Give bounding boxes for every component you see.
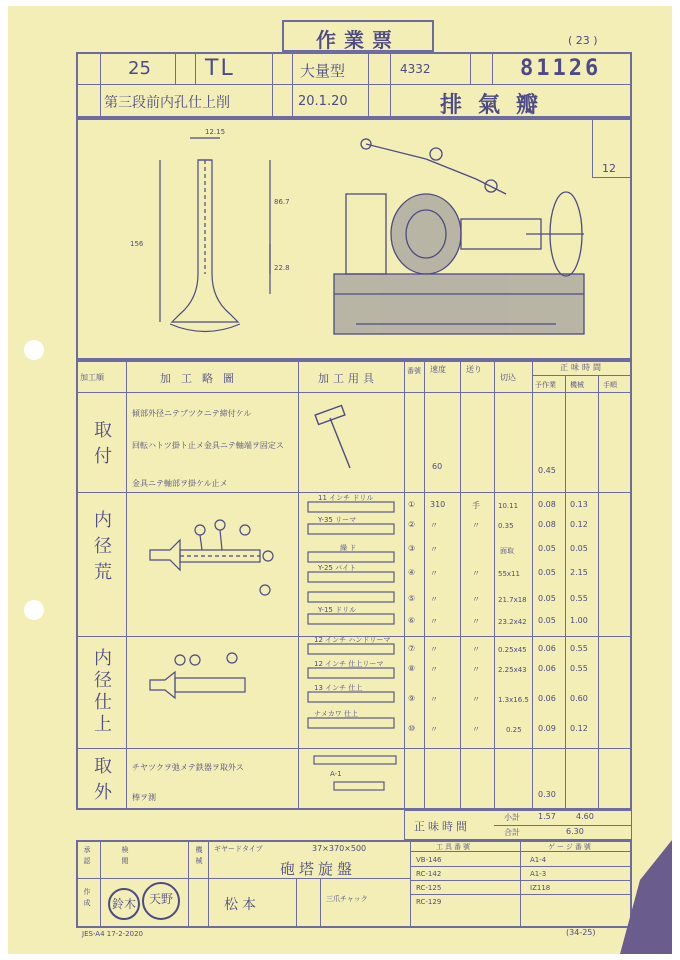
mount-note-2: 回転ハトツ掛ト止メ金具ニテ軸端ヲ固定ス bbox=[132, 441, 284, 450]
row-9-cut: 1.3x16.5 bbox=[498, 696, 529, 704]
bottom-reference: (34-25) bbox=[566, 928, 596, 937]
row-4-prep: 0.05 bbox=[538, 568, 556, 577]
table-col-line bbox=[494, 360, 495, 810]
mount-note-1: 傾部外径ニテブツクニテ締付ケル bbox=[132, 409, 252, 418]
operation-name: 第三段前内孔仕上削 bbox=[104, 95, 230, 111]
row-4-speed: 〃 bbox=[430, 569, 438, 578]
footer-col-line bbox=[410, 840, 411, 928]
row-6-machine: 1.00 bbox=[570, 616, 588, 625]
tool-label-4: Y-25 バイト bbox=[318, 564, 357, 572]
tool-label-5: Y-15 ドリル bbox=[318, 606, 357, 614]
row-7-cut: 0.25x45 bbox=[498, 646, 527, 654]
col-sketch-header: 加工略圖 bbox=[160, 372, 244, 385]
row-9-no: ⑨ bbox=[408, 694, 416, 703]
part-number: 81126 bbox=[520, 56, 602, 81]
row-1-prep: 0.08 bbox=[538, 500, 556, 509]
subtotal-machine: 4.60 bbox=[576, 812, 594, 821]
tool-number-2: RC-142 bbox=[416, 870, 442, 878]
rough-bore-sketch bbox=[140, 510, 280, 620]
stamp-text: 天野 bbox=[148, 892, 173, 906]
row-10-prep: 0.09 bbox=[538, 724, 556, 733]
row-2-cut: 0.35 bbox=[498, 522, 514, 530]
worker-name: 鈴木 bbox=[111, 897, 136, 911]
table-col-line bbox=[598, 375, 599, 810]
row-7-prep: 0.06 bbox=[538, 644, 556, 653]
col-time-header: 正味時間 bbox=[560, 363, 604, 372]
header-col-line bbox=[195, 52, 196, 84]
step-label-finish-bore: 内径仕上 bbox=[91, 648, 112, 736]
row-10-machine: 0.12 bbox=[570, 724, 588, 733]
col-no-header: 番號 bbox=[407, 367, 421, 375]
mount-note-3: 金具ニテ軸部ヲ掛ケル止メ bbox=[132, 479, 228, 488]
machine-name: ギヤードタイプ bbox=[214, 845, 263, 853]
header-divider bbox=[76, 84, 632, 85]
row-3-machine: 0.05 bbox=[570, 544, 588, 553]
row-9-prep: 0.06 bbox=[538, 694, 556, 703]
header-col-line bbox=[100, 52, 101, 118]
tool-number-3: RC-125 bbox=[416, 884, 442, 892]
totals-divider bbox=[494, 825, 632, 826]
col-hand-header: 手順 bbox=[603, 381, 617, 389]
tool-label-9: ナメカワ 仕上 bbox=[314, 710, 358, 718]
gauge-number-header: ゲージ番號 bbox=[548, 843, 593, 851]
header-col-line bbox=[390, 52, 391, 118]
footer-divider bbox=[76, 878, 410, 879]
process-number: 25 bbox=[128, 58, 151, 79]
punch-hole-top bbox=[24, 340, 44, 360]
col-cut-header: 切込 bbox=[500, 373, 516, 382]
step-label-rough-bore: 内径荒 bbox=[91, 510, 112, 588]
row-8-speed: 〃 bbox=[430, 665, 438, 674]
approval-label: 承認 bbox=[83, 846, 91, 868]
tool-label-6: 12 インチ ハンドリーマ bbox=[314, 636, 391, 644]
subtotal-label: 小計 bbox=[504, 813, 520, 822]
tool-number-4: RC-129 bbox=[416, 898, 442, 906]
row-9-feed: 〃 bbox=[472, 695, 480, 704]
col-tools-header: 加工用具 bbox=[318, 372, 378, 385]
row-8-cut: 2.25x43 bbox=[498, 666, 527, 674]
table-header-line bbox=[76, 392, 632, 393]
remove-note-2: 棒ヲ測 bbox=[132, 793, 156, 802]
row-2-no: ② bbox=[408, 520, 416, 529]
gauge-number-2: A1-3 bbox=[530, 870, 547, 878]
row-5-machine: 0.55 bbox=[570, 594, 588, 603]
hammer-sketch bbox=[310, 404, 370, 474]
row-7-machine: 0.55 bbox=[570, 644, 588, 653]
row-4-cut: 55x11 bbox=[498, 570, 520, 578]
row-4-feed: 〃 bbox=[472, 569, 480, 578]
inspection-label: 検閲 bbox=[121, 846, 129, 868]
machine-label: 機械 bbox=[195, 846, 203, 868]
department-code: TL bbox=[205, 56, 235, 81]
row-8-feed: 〃 bbox=[472, 665, 480, 674]
row-5-speed: 〃 bbox=[430, 595, 438, 604]
row-3-prep: 0.05 bbox=[538, 544, 556, 553]
row-6-feed: 〃 bbox=[472, 617, 480, 626]
total-value: 6.30 bbox=[566, 827, 584, 836]
row-1-no: ① bbox=[408, 500, 416, 509]
machine-model: 砲塔旋盤 bbox=[280, 860, 357, 878]
tool-table-row-line bbox=[410, 866, 632, 867]
corner-tab-marker bbox=[620, 840, 672, 954]
machine-type: 大量型 bbox=[300, 62, 346, 80]
work-date: 20.1.20 bbox=[298, 94, 348, 109]
row-7-feed: 〃 bbox=[472, 645, 480, 654]
remove-tool-sketch bbox=[310, 752, 400, 798]
fixture-name: 三爪チャック bbox=[326, 895, 368, 903]
dimension-2: 86.7 bbox=[274, 198, 290, 206]
prepared-label: 作成 bbox=[83, 888, 91, 910]
row-5-cut: 21.7x18 bbox=[498, 596, 527, 604]
side-note: 12 bbox=[602, 162, 616, 175]
table-col-line bbox=[460, 360, 461, 810]
part-name: 排氣瓣 bbox=[440, 92, 555, 118]
valve-part-drawing bbox=[120, 124, 300, 356]
tool-label-3: 繰 ド bbox=[340, 544, 357, 552]
machine-size: 37×370×500 bbox=[312, 844, 367, 853]
row-4-no: ④ bbox=[408, 568, 416, 577]
row-8-machine: 0.55 bbox=[570, 664, 588, 673]
row-6-no: ⑥ bbox=[408, 616, 416, 625]
header-col-line bbox=[492, 52, 493, 84]
tool-number-header: 工具番號 bbox=[436, 843, 472, 851]
dimension-1: 12.15 bbox=[205, 128, 226, 136]
row-10-cut: 0.25 bbox=[506, 726, 522, 734]
checker-name: 松本 bbox=[224, 897, 260, 913]
section-divider bbox=[76, 748, 632, 749]
material-code: 4332 bbox=[400, 62, 431, 76]
col-speed-header: 速度 bbox=[430, 365, 446, 374]
row-2-machine: 0.12 bbox=[570, 520, 588, 529]
step-label-remove: 取外 bbox=[91, 756, 112, 808]
table-col-line bbox=[424, 360, 425, 810]
total-label: 合計 bbox=[504, 828, 520, 837]
row-1-machine: 0.13 bbox=[570, 500, 588, 509]
col-machine-header: 機械 bbox=[570, 381, 584, 389]
footer-col-line bbox=[296, 878, 297, 928]
footer-col-line bbox=[320, 878, 321, 928]
finish-bore-sketch bbox=[140, 650, 280, 730]
table-subheader-line bbox=[532, 375, 632, 376]
header-col-line bbox=[175, 52, 176, 84]
row-1-cut: 10.11 bbox=[498, 502, 519, 510]
tool-label-7: 12 インチ 仕上リーマ bbox=[314, 660, 384, 668]
row-0-speed: 60 bbox=[432, 462, 443, 471]
footer-col-line bbox=[100, 840, 101, 928]
col-step-header: 加工順 bbox=[80, 373, 104, 382]
gauge-number-1: A1-4 bbox=[530, 856, 547, 864]
header-col-line bbox=[470, 52, 471, 84]
row-6-cut: 23.2x42 bbox=[498, 618, 527, 626]
row-2-prep: 0.08 bbox=[538, 520, 556, 529]
header-col-line bbox=[272, 52, 273, 118]
footer-col-line bbox=[208, 840, 209, 928]
tool-label-10: A-1 bbox=[330, 770, 342, 778]
table-col-line bbox=[532, 360, 533, 810]
header-col-line bbox=[292, 52, 293, 118]
row-0-prep: 0.45 bbox=[538, 466, 556, 475]
tool-label-2: Y-35 リーマ bbox=[318, 516, 357, 524]
row-10-no: ⑩ bbox=[408, 724, 416, 733]
table-col-line bbox=[298, 360, 299, 810]
row-8-prep: 0.06 bbox=[538, 664, 556, 673]
turret-lathe-illustration bbox=[326, 124, 592, 356]
table-col-line bbox=[404, 360, 405, 810]
tool-table-row-line bbox=[410, 880, 632, 881]
footer-col-line bbox=[188, 840, 189, 928]
col-feed-header: 送り bbox=[466, 365, 482, 374]
row-9-speed: 〃 bbox=[430, 695, 438, 704]
row-5-feed: 〃 bbox=[472, 595, 480, 604]
page-reference: ( 23 ) bbox=[568, 34, 598, 47]
row-7-no: ⑦ bbox=[408, 644, 416, 653]
row-10-speed: 〃 bbox=[430, 725, 438, 734]
header-col-line bbox=[368, 52, 369, 118]
subtotal-prep: 1.57 bbox=[538, 812, 556, 821]
col-prep-header: 予作業 bbox=[535, 381, 556, 389]
row-9-machine: 0.60 bbox=[570, 694, 588, 703]
punch-hole-bottom bbox=[24, 600, 44, 620]
tool-number-1: VB-146 bbox=[416, 856, 442, 864]
row-5-no: ⑤ bbox=[408, 594, 416, 603]
row-7-speed: 〃 bbox=[430, 645, 438, 654]
sheet-title: 作業票 bbox=[316, 28, 400, 52]
row-3-speed: 〃 bbox=[430, 545, 438, 554]
row-5-prep: 0.05 bbox=[538, 594, 556, 603]
row-10-feed: 〃 bbox=[472, 725, 480, 734]
step-label-mount: 取付 bbox=[91, 420, 112, 472]
row-3-cut: 面取 bbox=[500, 547, 514, 555]
dimension-3: 156 bbox=[130, 240, 144, 248]
row-4-machine: 2.15 bbox=[570, 568, 588, 577]
row-6-prep: 0.05 bbox=[538, 616, 556, 625]
tool-label-8: 13 インチ 仕上 bbox=[314, 684, 363, 692]
tool-label-1: 11 インチ ドリル bbox=[318, 494, 374, 502]
remove-note-1: チヤツクヲ弛メテ鉄器ヲ取外ス bbox=[132, 763, 244, 772]
totals-label: 正味時間 bbox=[414, 820, 470, 833]
tool-table-row-line bbox=[410, 894, 632, 895]
tool-table-col-line bbox=[520, 840, 521, 928]
table-col-line bbox=[565, 375, 566, 810]
document-code: JES-A4 17-2-2020 bbox=[82, 930, 143, 938]
remove-time: 0.30 bbox=[538, 790, 556, 799]
row-3-no: ③ bbox=[408, 544, 416, 553]
row-6-speed: 〃 bbox=[430, 617, 438, 626]
row-2-speed: 〃 bbox=[430, 521, 438, 530]
row-2-feed: 〃 bbox=[472, 521, 480, 530]
row-1-feed: 手 bbox=[472, 501, 480, 510]
gauge-number-3: IZ118 bbox=[530, 884, 551, 892]
table-col-line bbox=[126, 360, 127, 810]
dimension-4: 22.8 bbox=[274, 264, 290, 272]
row-1-speed: 310 bbox=[430, 500, 446, 509]
row-8-no: ⑧ bbox=[408, 664, 416, 673]
